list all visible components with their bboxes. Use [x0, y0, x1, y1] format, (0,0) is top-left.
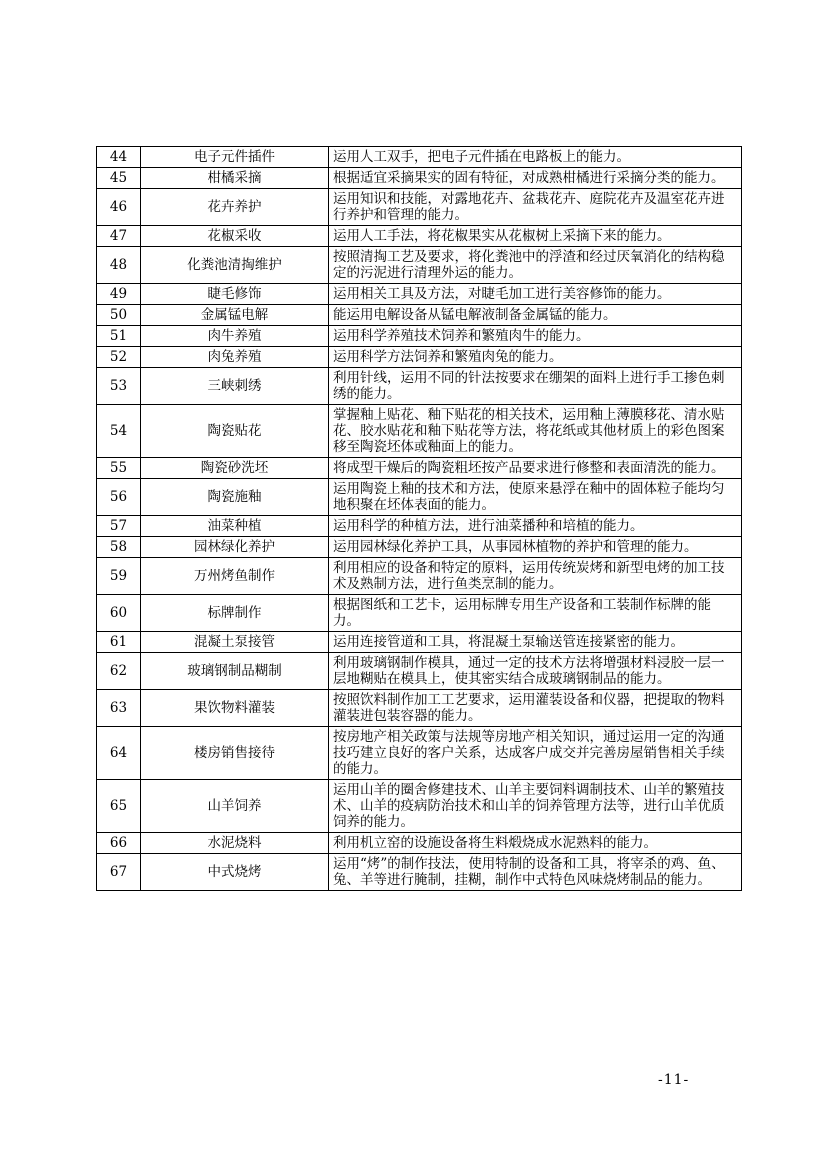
skill-description: 运用人工双手，把电子元件插在电路板上的能力。	[329, 147, 742, 168]
row-number: 65	[97, 780, 141, 833]
skill-description: 运用科学的种植方法，进行油菜播种和培植的能力。	[329, 516, 742, 537]
skill-name: 果饮物料灌装	[141, 690, 329, 727]
table-row	[97, 326, 742, 347]
skill-description: 按照清掏工艺及要求，将化粪池中的浮渣和经过厌氧消化的结构稳定的污泥进行清理外运的能力。	[329, 247, 742, 284]
skill-description: 运用连接管道和工具，将混凝土泵输送管连接紧密的能力。	[329, 632, 742, 653]
row-number: 44	[97, 147, 141, 168]
row-number: 50	[97, 305, 141, 326]
row-number: 57	[97, 516, 141, 537]
skill-description: 运用相关工具及方法，对睫毛加工进行美容修饰的能力。	[329, 284, 742, 305]
row-number: 63	[97, 690, 141, 727]
skill-name: 金属锰电解	[141, 305, 329, 326]
table-row	[97, 226, 742, 247]
row-number: 54	[97, 405, 141, 458]
skill-name: 花卉养护	[141, 189, 329, 226]
table-row	[97, 690, 742, 727]
table-row	[97, 595, 742, 632]
skill-name: 园林绿化养护	[141, 537, 329, 558]
skill-description: 利用玻璃钢制作模具，通过一定的技术方法将增强材料浸胶一层一层地糊贴在模具上，使其密实结合成玻璃钢制品的能力。	[329, 653, 742, 690]
skill-name: 水泥烧料	[141, 833, 329, 854]
table-row	[97, 189, 742, 226]
skill-name: 油菜种植	[141, 516, 329, 537]
row-number: 48	[97, 247, 141, 284]
table-row	[97, 854, 742, 891]
row-number: 45	[97, 168, 141, 189]
row-number: 55	[97, 458, 141, 479]
skill-description: 运用科学养殖技术饲养和繁殖肉牛的能力。	[329, 326, 742, 347]
row-number: 59	[97, 558, 141, 595]
skill-description: 根据图纸和工艺卡，运用标牌专用生产设备和工装制作标牌的能力。	[329, 595, 742, 632]
skill-description: 根据适宜采摘果实的固有特征，对成熟柑橘进行采摘分类的能力。	[329, 168, 742, 189]
table-row	[97, 833, 742, 854]
table-row	[97, 537, 742, 558]
row-number: 61	[97, 632, 141, 653]
skill-description: 利用相应的设备和特定的原料，运用传统炭烤和新型电烤的加工技术及熟制方法，进行鱼类烹制的能力。	[329, 558, 742, 595]
skill-name: 中式烧烤	[141, 854, 329, 891]
row-number: 53	[97, 368, 141, 405]
skill-description: 将成型干燥后的陶瓷粗坯按产品要求进行修整和表面清洗的能力。	[329, 458, 742, 479]
table-row	[97, 458, 742, 479]
row-number: 67	[97, 854, 141, 891]
row-number: 64	[97, 727, 141, 780]
skills-table	[96, 146, 742, 891]
skill-description: 掌握釉上贴花、釉下贴花的相关技术，运用釉上薄膜移花、清水贴花、胶水贴花和釉下贴花等方法，将花纸或其他材质上的彩色图案移至陶瓷坯体或釉面上的能力。	[329, 405, 742, 458]
table-row	[97, 516, 742, 537]
table-row	[97, 305, 742, 326]
skill-description: 运用知识和技能，对露地花卉、盆栽花卉、庭院花卉及温室花卉进行养护和管理的能力。	[329, 189, 742, 226]
skill-description: 运用园林绿化养护工具，从事园林植物的养护和管理的能力。	[329, 537, 742, 558]
table-row	[97, 168, 742, 189]
row-number: 51	[97, 326, 141, 347]
skill-description: 运用陶瓷上釉的技术和方法，使原来悬浮在釉中的固体粒子能均匀地积聚在坯体表面的能力。	[329, 479, 742, 516]
skill-description: 利用机立窑的设施设备将生料煅烧成水泥熟料的能力。	[329, 833, 742, 854]
table-row	[97, 479, 742, 516]
row-number: 66	[97, 833, 141, 854]
skill-name: 万州烤鱼制作	[141, 558, 329, 595]
table-row	[97, 558, 742, 595]
skill-name: 陶瓷贴花	[141, 405, 329, 458]
skill-name: 化粪池清掏维护	[141, 247, 329, 284]
row-number: 46	[97, 189, 141, 226]
table-body	[97, 147, 742, 891]
skill-name: 混凝土泵接管	[141, 632, 329, 653]
row-number: 60	[97, 595, 141, 632]
skill-description: 能运用电解设备从锰电解液制备金属锰的能力。	[329, 305, 742, 326]
table-row	[97, 727, 742, 780]
skill-name: 花椒采收	[141, 226, 329, 247]
table-row	[97, 284, 742, 305]
skill-description: 运用科学方法饲养和繁殖肉兔的能力。	[329, 347, 742, 368]
skill-description: 利用针线，运用不同的针法按要求在绷架的面料上进行手工掺色刺绣的能力。	[329, 368, 742, 405]
skill-name: 三峡刺绣	[141, 368, 329, 405]
skill-name: 睫毛修饰	[141, 284, 329, 305]
skill-name: 陶瓷施釉	[141, 479, 329, 516]
row-number: 49	[97, 284, 141, 305]
row-number: 56	[97, 479, 141, 516]
table-row	[97, 632, 742, 653]
table-row	[97, 347, 742, 368]
table-row	[97, 147, 742, 168]
skill-name: 陶瓷砂洗坯	[141, 458, 329, 479]
page-number: -11-	[658, 1072, 690, 1088]
table-row	[97, 368, 742, 405]
skill-name: 标牌制作	[141, 595, 329, 632]
skill-description: 按房地产相关政策与法规等房地产相关知识，通过运用一定的沟通技巧建立良好的客户关系，达成客户成交并完善房屋销售相关手续的能力。	[329, 727, 742, 780]
skill-description: 按照饮料制作加工工艺要求，运用灌装设备和仪器，把提取的物料灌装进包装容器的能力。	[329, 690, 742, 727]
table-row	[97, 653, 742, 690]
table-row	[97, 405, 742, 458]
table-row	[97, 247, 742, 284]
row-number: 62	[97, 653, 141, 690]
row-number: 47	[97, 226, 141, 247]
skill-name: 山羊饲养	[141, 780, 329, 833]
skill-name: 柑橘采摘	[141, 168, 329, 189]
skill-description: 运用人工手法，将花椒果实从花椒树上采摘下来的能力。	[329, 226, 742, 247]
skill-name: 楼房销售接待	[141, 727, 329, 780]
row-number: 58	[97, 537, 141, 558]
skill-name: 玻璃钢制品糊制	[141, 653, 329, 690]
skill-name: 肉牛养殖	[141, 326, 329, 347]
skill-description: 运用山羊的圈舍修建技术、山羊主要饲料调制技术、山羊的繁殖技术、山羊的疫病防治技术和山羊的饲养管理方法等，进行山羊优质饲养的能力。	[329, 780, 742, 833]
row-number: 52	[97, 347, 141, 368]
skill-name: 电子元件插件	[141, 147, 329, 168]
table-row	[97, 780, 742, 833]
skill-name: 肉兔养殖	[141, 347, 329, 368]
skill-description: 运用“烤”的制作技法，使用特制的设备和工具，将宰杀的鸡、鱼、兔、羊等进行腌制，挂糊，制作中式特色风味烧烤制品的能力。	[329, 854, 742, 891]
